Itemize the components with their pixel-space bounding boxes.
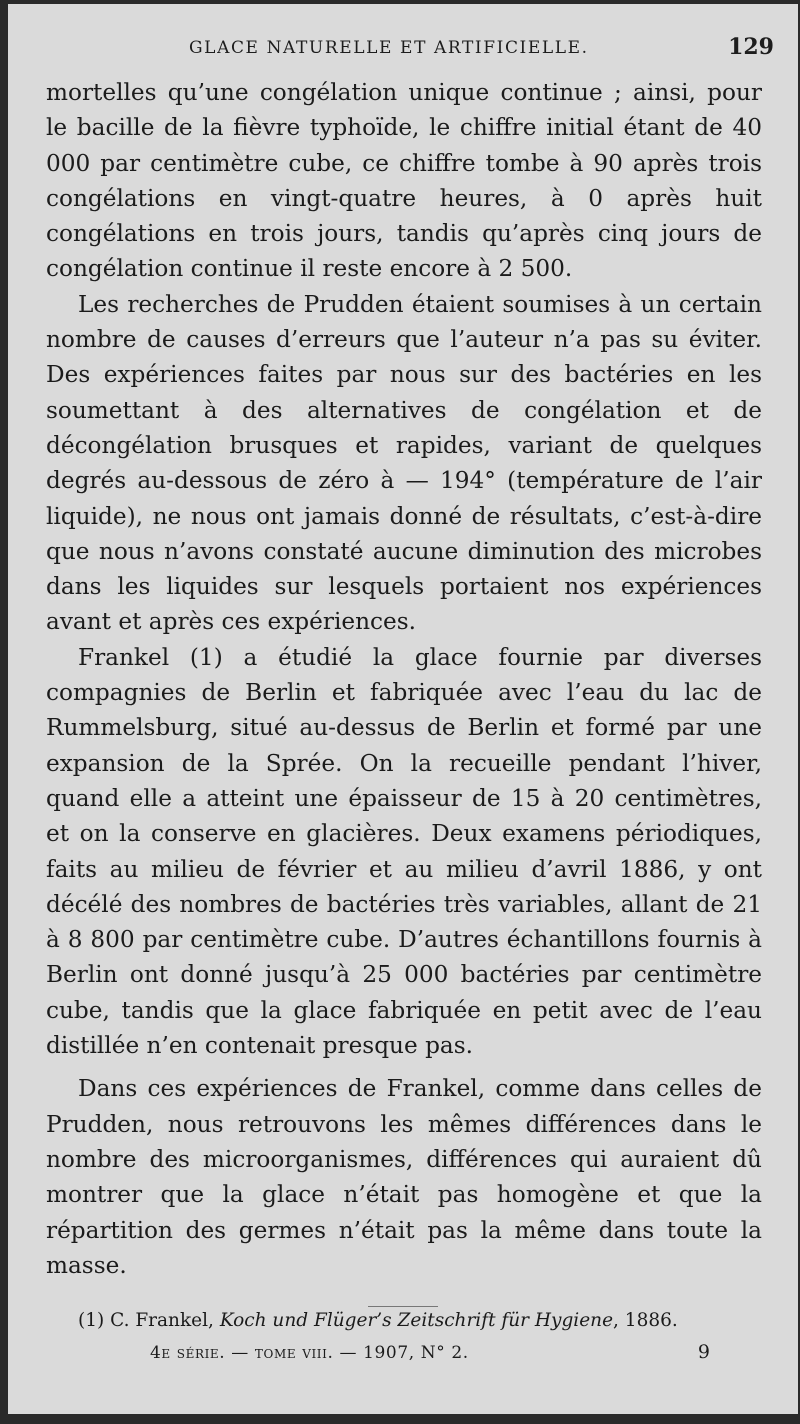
- paragraph: Dans ces expériences de Frankel, comme dans celles de Prudden, nous retrouvons les mêmes différences dans le nombre des microorganismes, différences qui auraient dû montrer que la glace n’était pas homogène et que la répartition des germes n’était pas la même dans toute la masse.: [46, 1075, 762, 1279]
- book-page: [8, 4, 798, 1414]
- page-header: [54, 34, 774, 68]
- body-text: [46, 75, 762, 1283]
- paragraph: mortelles qu’une congélation unique continue ; ainsi, pour le bacille de la fièvre typhoïde, le chiffre initial étant de 40 000 par centimètre cube, ce chiffre tombe à 90 après trois congélations en vingt-quatre heures, à 0 après huit congélations en trois jours, tandis qu’après cinq jours de congélation continue il reste encore à 2 500.: [46, 79, 762, 283]
- paragraph: Les recherches de Prudden étaient soumises à un certain nombre de causes d’erreurs que l’auteur n’a pas su éviter. Des expériences faites par nous sur des bactéries en les soumettant à des alternatives de congélation et de décongélation brusques et rapides, variant de quelques degrés au-dessous de zéro à — 194° (température de l’air liquide), ne nous ont jamais donné de résultats, c’est-à-dire que nous n’avons constaté aucune diminution des microbes dans les liquides sur lesquels portaient nos expériences avant et après ces expériences.: [46, 290, 762, 636]
- sheet-number: 9: [697, 1341, 710, 1363]
- paragraph: Frankel (1) a étudié la glace fournie par diverses compagnies de Berlin et fabriquée avec l’eau du lac de Rummelsburg, situé au-dessus de Berlin et formé par une expansion de la Sprée. On la recueille pendant l’hiver, quand elle a atteint une épaisseur de 15 à 20 centimètres, et on la conserve en glacières. Deux examens périodiques, faits au milieu de février et au milieu d’avril 1886, y ont décélé des nombres de bactéries très variables, allant de 21 à 8 800 par centimètre cube. D’autres échantillons fournis à Berlin ont donné jusqu’à 25 000 bactéries par centimètre cube, tandis que la glace fabriquée en petit avec de l’eau distillée n’en contenait presque pas.: [46, 643, 762, 1060]
- signature-line: [150, 1343, 710, 1363]
- footnote-journal: Koch und Flüger’s Zeitschrift für Hygiene: [219, 1310, 614, 1331]
- footnote-year: , 1886.: [613, 1310, 678, 1331]
- series-info: 4e série. — tome viii. — 1907, N° 2.: [150, 1343, 469, 1363]
- running-title: GLACE NATURELLE ET ARTIFICIELLE.: [189, 38, 589, 58]
- footnote-rule: [368, 1306, 438, 1307]
- footnote-marker: (1) C. Frankel,: [78, 1310, 220, 1331]
- footnote: [78, 1310, 678, 1331]
- page-number: 129: [728, 34, 774, 60]
